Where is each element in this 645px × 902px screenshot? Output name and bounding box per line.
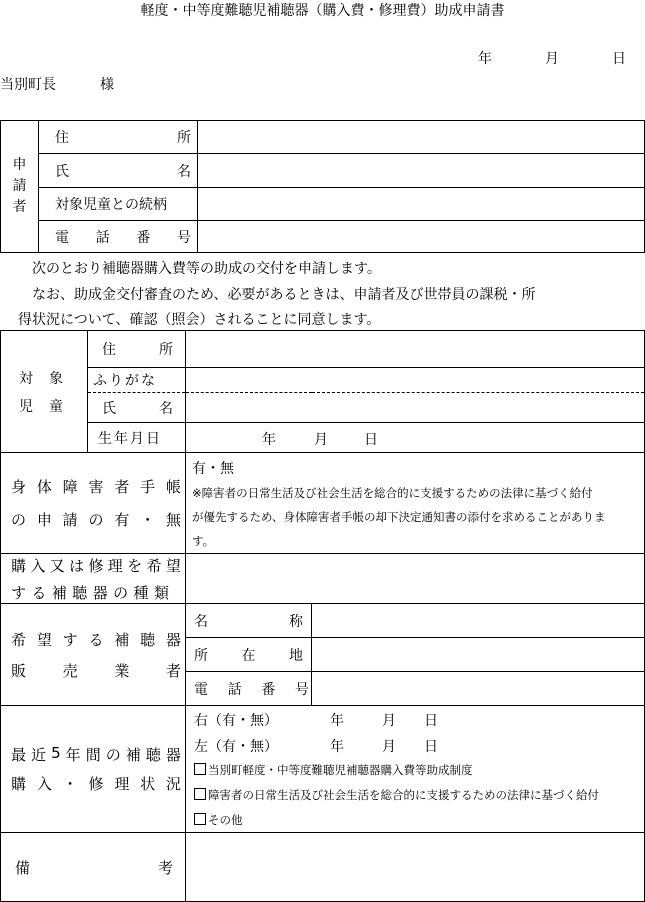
history-left-month: 月 — [382, 739, 396, 755]
history-left-year: 年 — [330, 739, 344, 755]
addressee-honorific: 様 — [100, 77, 114, 93]
child-furigana-label: ふりがな — [88, 368, 186, 393]
disability-field[interactable] — [186, 453, 645, 554]
remarks-label: 備 考 — [1, 833, 186, 902]
child-birthdate-label: 生年月日 — [88, 423, 186, 453]
remarks-field[interactable] — [186, 833, 645, 902]
applicant-relationship-field[interactable] — [198, 188, 645, 221]
disability-label: 身 体 障 害 者 手 帳 の 申 請 の 有 ・ 無 — [1, 453, 186, 554]
history-option-town[interactable]: 当別町軽度・中等度難聴児補聴器購入費等助成制度 — [194, 758, 644, 783]
date-year-label: 年 — [478, 51, 492, 67]
date-day-label: 日 — [612, 51, 626, 67]
history-left-ear[interactable]: 左（有・無） — [194, 739, 278, 755]
vendor-location-field[interactable] — [312, 638, 645, 672]
statement-line2: なお、助成金交付審査のため、必要があるときは、申請者及び世帯員の課税・所 — [32, 287, 536, 303]
vendor-name-label: 名 称 — [186, 604, 312, 638]
application-table — [0, 330, 645, 902]
applicant-name-field[interactable] — [198, 154, 645, 188]
disability-note-line1: ※障害者の日常生活及び社会生活を総合的に支援するための法律に基づく給付 — [192, 486, 593, 500]
child-birthdate-field[interactable] — [186, 423, 645, 453]
child-address-label: 住 所 — [88, 331, 186, 368]
history-field[interactable] — [186, 706, 645, 833]
date-month-label: 月 — [545, 51, 559, 67]
device-type-field[interactable] — [186, 554, 645, 604]
applicant-table — [0, 120, 645, 253]
applicant-address-field[interactable] — [198, 121, 645, 154]
disability-note-line3: す。 — [192, 534, 215, 548]
history-right-row — [194, 706, 644, 732]
vendor-phone-label: 電 話 番 号 — [186, 672, 312, 706]
device-type-label: 購 入 又 は 修 理 を 希 望 す る 補 聴 器 の 種 類 — [1, 554, 186, 604]
history-right-month: 月 — [382, 713, 396, 729]
history-right-ear[interactable]: 右（有・無） — [194, 713, 278, 729]
history-right-year: 年 — [330, 713, 344, 729]
child-name-label: 氏 名 — [88, 393, 186, 423]
statement-line3: 得状況について、確認（照会）されることに同意します。 — [18, 312, 381, 328]
checkbox-icon[interactable] — [194, 763, 206, 775]
child-section-label: 対 象 児 童 — [1, 331, 88, 453]
child-furigana-field[interactable] — [186, 368, 645, 393]
vendor-phone-field[interactable] — [312, 672, 645, 706]
history-option-other[interactable]: その他 — [194, 808, 644, 832]
applicant-name-label: 氏 名 — [39, 154, 198, 188]
applicant-relationship-label: 対象児童との続柄 — [39, 188, 198, 221]
birth-year-label: 年 — [262, 432, 276, 448]
checkbox-icon[interactable] — [194, 813, 206, 825]
child-address-field[interactable] — [186, 331, 645, 368]
applicant-phone-label: 電 話 番 号 — [39, 221, 198, 253]
vendor-name-field[interactable] — [312, 604, 645, 638]
vendor-location-label: 所 在 地 — [186, 638, 312, 672]
disability-choice[interactable]: 有・無 — [192, 461, 234, 477]
history-left-day: 日 — [424, 739, 438, 755]
applicant-section-label: 申 請 者 — [1, 121, 39, 253]
vendor-label: 希 望 す る 補 聴 器 販 売 業 者 — [1, 604, 186, 706]
history-label: 最 近 5 年 間 の 補 聴 器 購 入 ・ 修 理 状 況 — [1, 706, 186, 833]
history-left-row — [194, 732, 644, 758]
statement-line1: 次のとおり補聴器購入費等の助成の交付を申請します。 — [32, 261, 381, 277]
child-name-field[interactable] — [186, 393, 645, 423]
history-option-law[interactable]: 障害者の日常生活及び社会生活を総合的に支援するための法律に基づく給付 — [194, 783, 644, 808]
disability-note-line2: が優先するため、身体障害者手帳の却下決定通知書の添付を求めることがありま — [192, 510, 606, 524]
birth-day-label: 日 — [364, 432, 378, 448]
applicant-address-label: 住 所 — [39, 121, 198, 154]
birth-month-label: 月 — [314, 432, 328, 448]
addressee-name: 当別町長 — [0, 77, 56, 93]
checkbox-icon[interactable] — [194, 788, 206, 800]
applicant-phone-field[interactable] — [198, 221, 645, 253]
form-title: 軽度・中等度難聴児補聴器（購入費・修理費）助成申請書 — [140, 3, 505, 19]
history-right-day: 日 — [424, 713, 438, 729]
